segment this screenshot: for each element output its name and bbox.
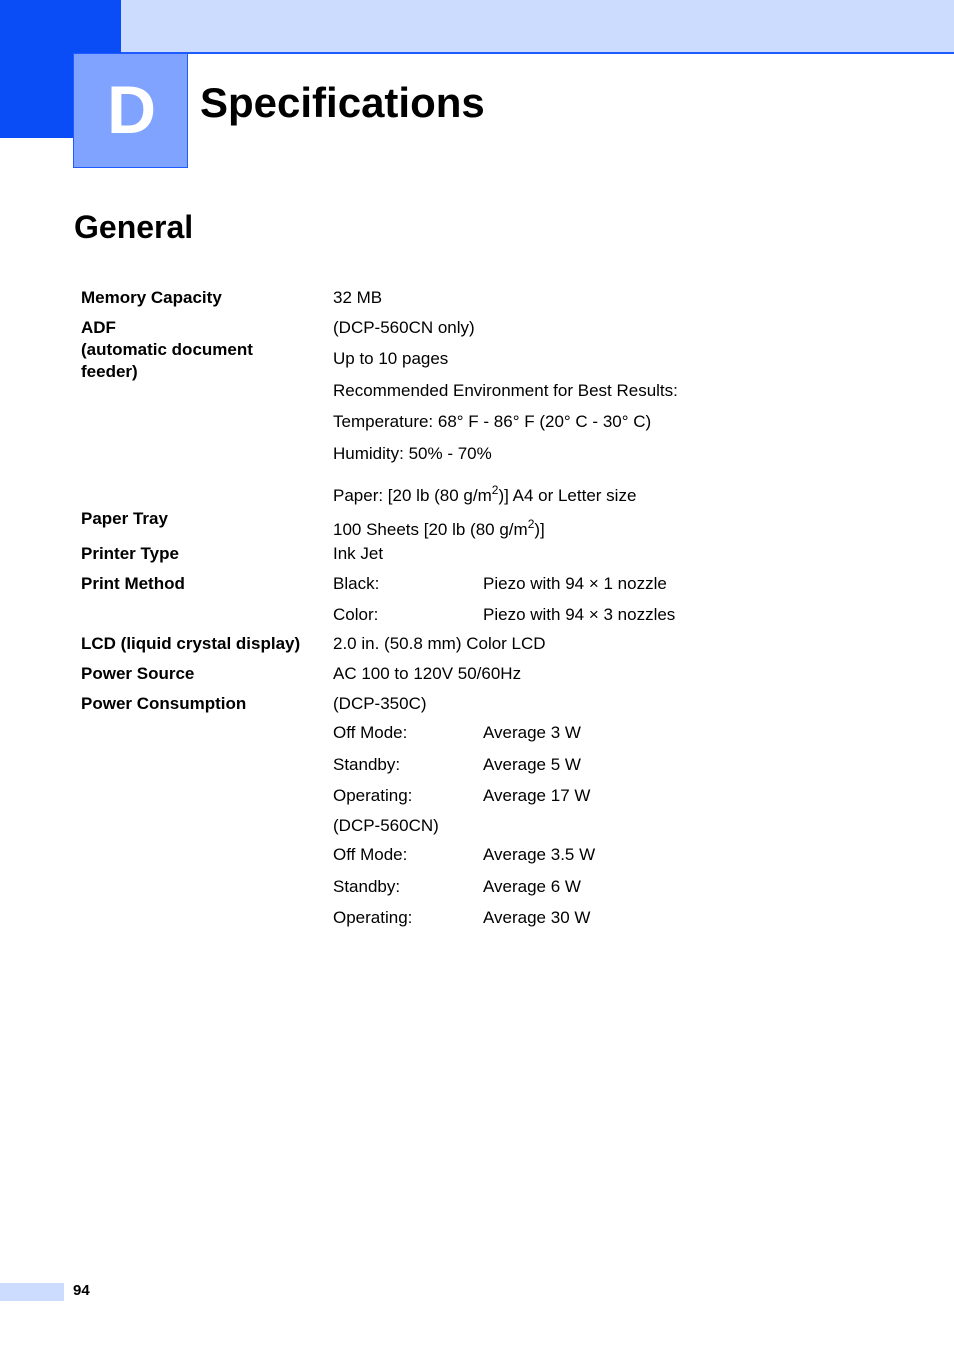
adf-temperature: Temperature: 68° F - 86° F (20° C - 30° C) <box>333 412 652 431</box>
power-560cn-operating-value: Average 30 W <box>483 908 591 927</box>
adf-label-line-2: (automatic document <box>81 340 253 359</box>
paper-tray-label: Paper Tray <box>81 509 168 528</box>
print-method-color-name: Color: <box>333 605 379 624</box>
adf-environment-heading: Recommended Environment for Best Results: <box>333 381 678 400</box>
print-method-black-value: Piezo with 94 × 1 nozzle <box>483 574 667 593</box>
page-number: 94 <box>73 1282 90 1299</box>
adf-label-line-1: ADF <box>81 318 116 337</box>
power-350c-standby-name: Standby: <box>333 755 401 774</box>
power-350c-operating-name: Operating: <box>333 786 413 805</box>
power-source-value: AC 100 to 120V 50/60Hz <box>333 664 522 683</box>
header-band <box>121 0 954 54</box>
chapter-letter: D <box>106 72 157 148</box>
printer-type-value: Ink Jet <box>333 544 384 563</box>
chapter-letter-box <box>73 53 188 168</box>
power-model-dcp560cn: (DCP-560CN) <box>333 816 439 835</box>
power-350c-standby-value: Average 5 W <box>483 755 581 774</box>
power-560cn-off-value: Average 3.5 W <box>483 845 596 864</box>
power-source-label: Power Source <box>81 664 195 683</box>
print-method-black-name: Black: <box>333 574 380 593</box>
chapter-title: Specifications <box>200 79 485 126</box>
adf-label-line-3: feeder) <box>81 362 138 381</box>
adf-paper: Paper: [20 lb (80 $g/m^2$)] A4 or Letter size <box>333 483 637 505</box>
printer-type-label: Printer Type <box>81 544 179 563</box>
memory-capacity-value: 32 MB <box>333 288 383 307</box>
lcd-label: LCD (liquid crystal display) <box>81 634 301 653</box>
power-560cn-standby-name: Standby: <box>333 877 401 896</box>
power-model-dcp350c: (DCP-350C) <box>333 694 427 713</box>
lcd-value: 2.0 in. (50.8 mm) Color LCD <box>333 634 546 653</box>
power-560cn-off-name: Off Mode: <box>333 845 408 864</box>
section-title: General <box>74 209 194 245</box>
memory-capacity-label: Memory Capacity <box>81 288 222 307</box>
adf-humidity: Humidity: 50% - 70% <box>333 444 492 463</box>
print-method-label: Print Method <box>81 574 185 593</box>
power-560cn-operating-name: Operating: <box>333 908 413 927</box>
power-560cn-standby-value: Average 6 W <box>483 877 581 896</box>
adf-model-note: (DCP-560CN only) <box>333 318 475 337</box>
page-number-tab <box>0 1283 64 1301</box>
power-350c-operating-value: Average 17 W <box>483 786 591 805</box>
power-consumption-label: Power Consumption <box>81 694 247 713</box>
power-350c-off-name: Off Mode: <box>333 723 408 742</box>
power-350c-off-value: Average 3 W <box>483 723 581 742</box>
adf-capacity: Up to 10 pages <box>333 349 449 368</box>
print-method-color-value: Piezo with 94 × 3 nozzles <box>483 605 676 624</box>
paper-tray-value: 100 Sheets [20 lb (80 $g/m^2$)] <box>333 517 545 539</box>
